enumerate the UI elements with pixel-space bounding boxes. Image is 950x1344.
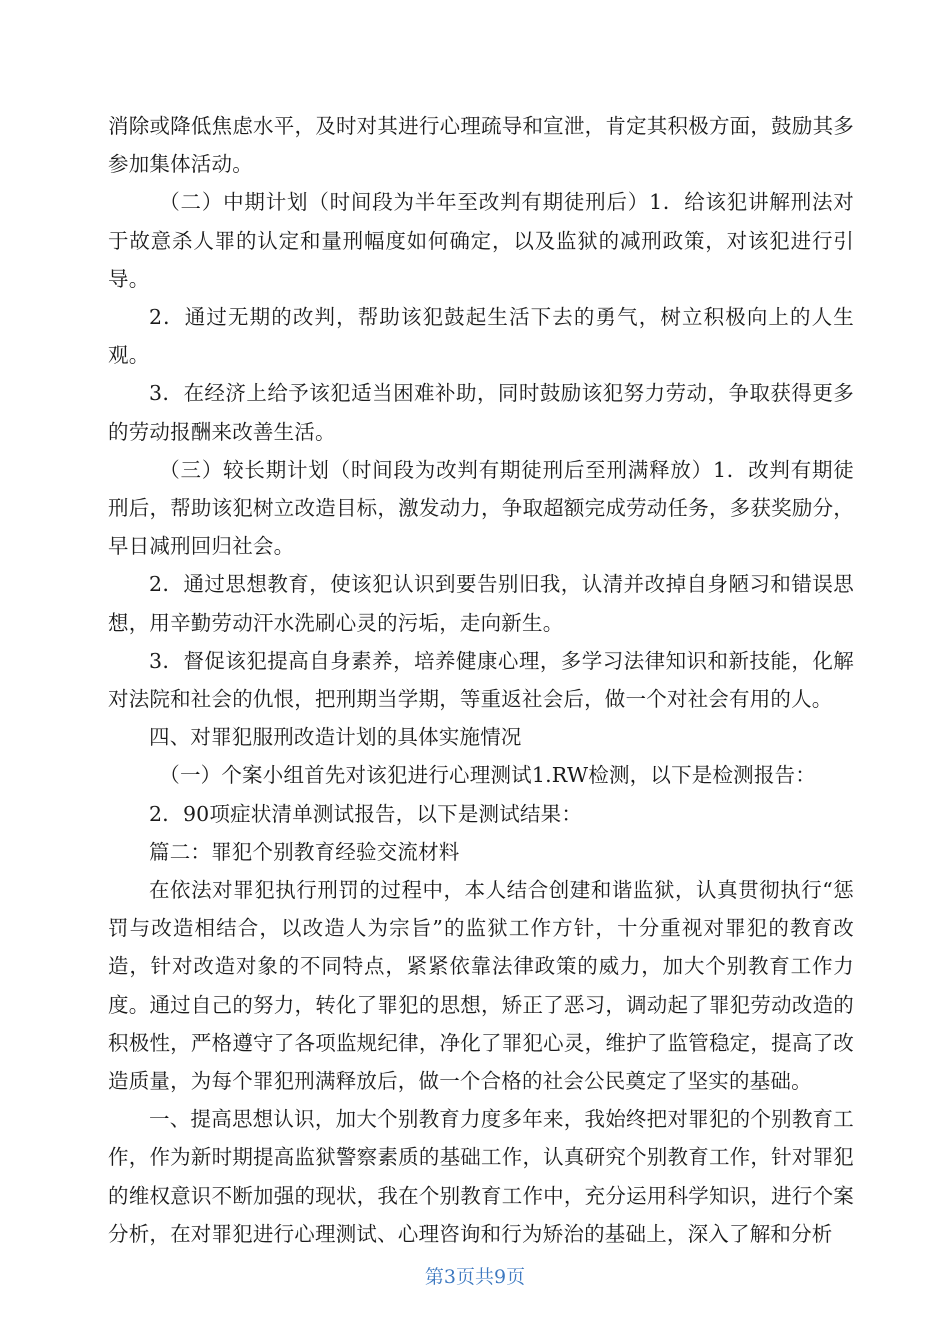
paragraph-anxiety: 消除或降低焦虑水平，及时对其进行心理疏导和宣泄，肯定其积极方面，鼓励其多参加集体活动。	[108, 114, 854, 177]
paragraph-intro: 在依法对罪犯执行刑罚的过程中，本人结合创建和谐监狱，认真贯彻执行“惩罚与改造相结合，以改造人为宗旨”的监狱工作方针，十分重视对罪犯的教育改造，针对改造对象的不同特点，紧紧依靠法律政策的威力，加大个别教育工作力度。通过自己的努力，转化了罪犯的思想，矫正了恶习，调动起了罪犯劳动改造的积极性，严格遵守了各项监规纪律，净化了罪犯心灵，维护了监管稳定，提高了改造质量，为每个罪犯刑满释放后，做一个合格的社会公民奠定了坚实的基础。	[108, 878, 854, 1094]
paragraph-section-one: 一、提高思想认识，加大个别教育力度多年来，我始终把对罪犯的个别教育工作，作为新时期提高监狱警察素质的基础工作，认真研究个别教育工作，针对罪犯的维权意识不断加强的现状，我在个别教育工作中，充分运用科学知识，进行个案分析，在对罪犯进行心理测试、心理咨询和行为矫治的基础上，深入了解和分析	[108, 1107, 854, 1246]
paragraph-symptom-checklist: 2．90项症状清单测试报告，以下是测试结果：	[149, 801, 583, 826]
paragraph-long-term-2: 2．通过思想教育，使该犯认识到要告别旧我，认清并改掉自身陋习和错误思想，用辛勤劳动汗水洗刷心灵的污垢，走向新生。	[108, 572, 854, 635]
paragraph-rw-test: （一）个案小组首先对该犯进行心理测试1.RW检测，以下是检测报告：	[159, 763, 816, 788]
paragraph-long-term-3: 3．督促该犯提高自身素养，培养健康心理，多学习法律知识和新技能，化解对法院和社会的仇恨，把刑期当学期，等重返社会后，做一个对社会有用的人。	[108, 648, 854, 712]
paragraph-mid-term-2: 2．通过无期的改判，帮助该犯鼓起生活下去的勇气，树立积极向上的人生观。	[108, 305, 854, 368]
document-body	[108, 107, 854, 1253]
article-heading-part-two: 篇二：罪犯个别教育经验交流材料	[149, 839, 460, 864]
paragraph-mid-term-3: 3．在经济上给予该犯适当困难补助，同时鼓励该犯努力劳动，争取获得更多的劳动报酬来改善生活。	[108, 381, 854, 444]
paragraph-mid-term-plan: （二）中期计划（时间段为半年至改判有期徒刑后）1．给该犯讲解刑法对于故意杀人罪的认定和量刑幅度如何确定，以及监狱的减刑政策，对该犯进行引导。	[108, 190, 854, 291]
paragraph-long-term-plan: （三）较长期计划（时间段为改判有期徒刑后至刑满释放）1．改判有期徒刑后，帮助该犯树立改造目标，激发动力，争取超额完成劳动任务，多获奖励分，早日减刑回归社会。	[108, 457, 854, 559]
page-footer: 第3页共9页	[424, 1266, 526, 1288]
section-heading-implementation: 四、对罪犯服刑改造计划的具体实施情况	[149, 725, 522, 750]
